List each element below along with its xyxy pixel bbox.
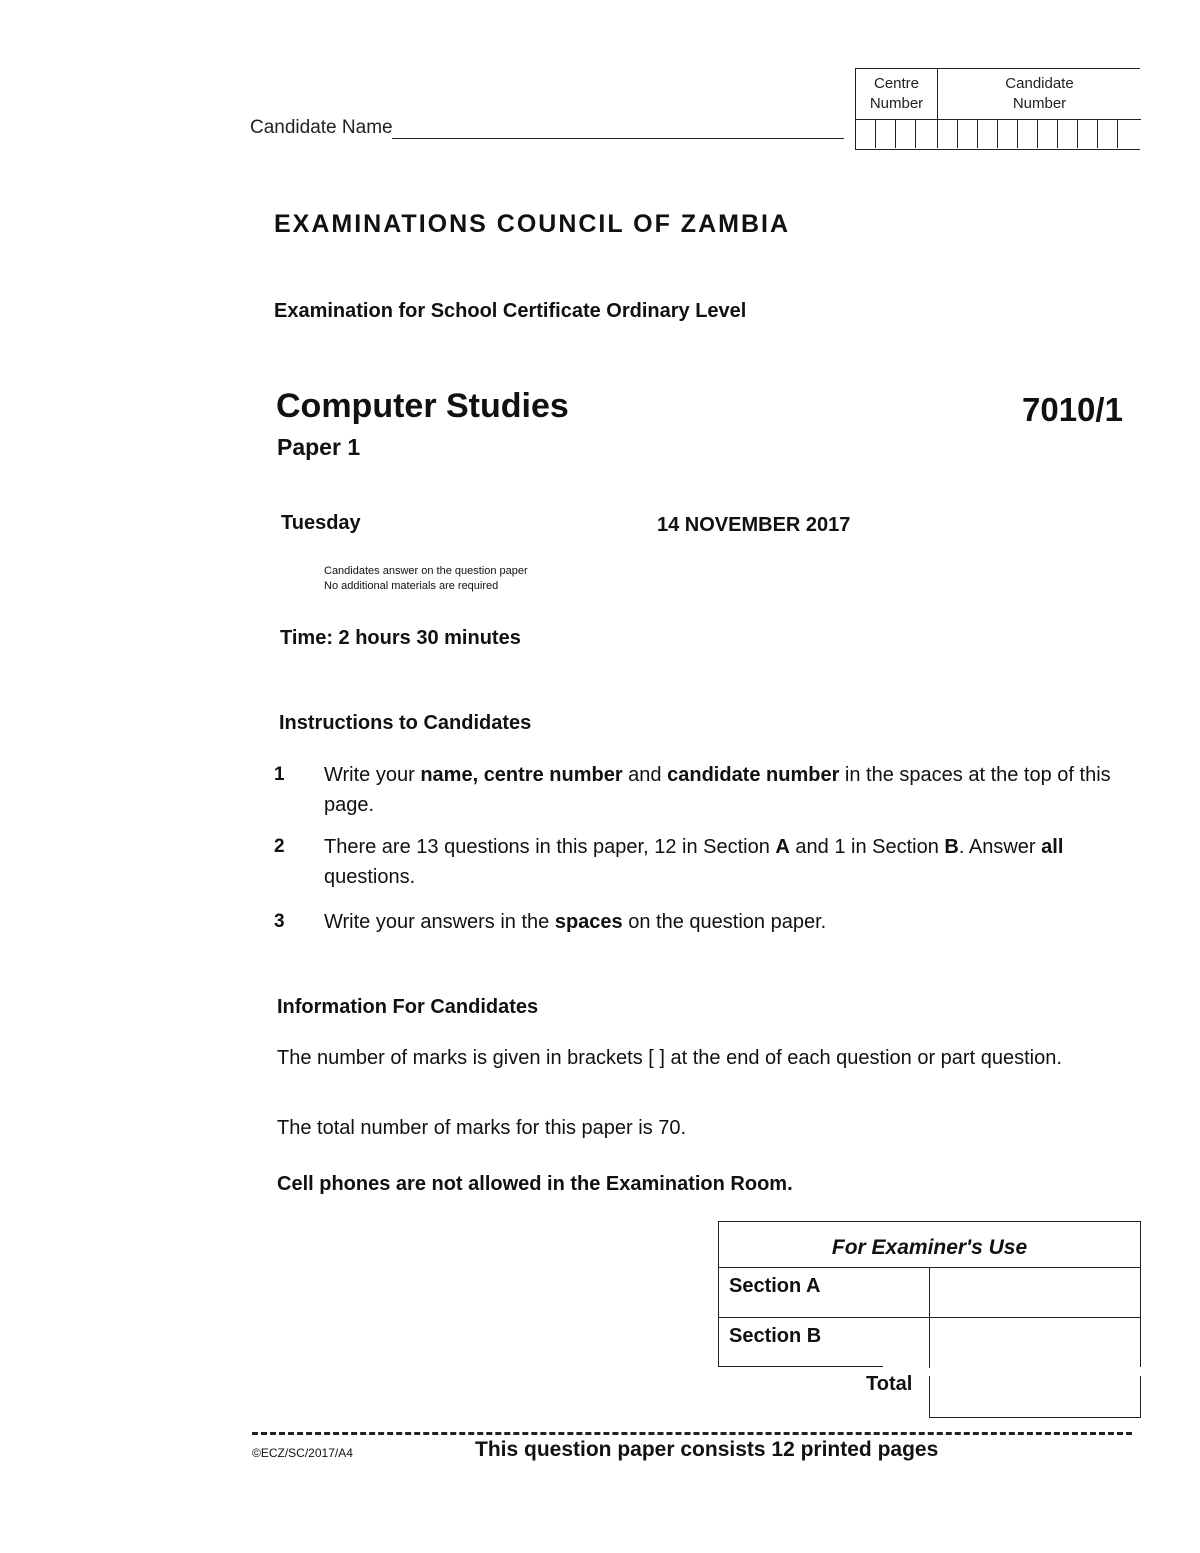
council-title: EXAMINATIONS COUNCIL OF ZAMBIA [274,210,791,238]
section-a-score-cell[interactable] [929,1268,1140,1317]
candidate-name-label: Candidate Name [250,117,393,138]
instruction-number: 2 [274,836,285,857]
instruction-item [272,907,1142,937]
exam-level: Examination for School Certificate Ordinary Level [274,300,747,322]
instruction-text-part: There are 13 questions in this paper, 12 in Section [324,836,776,858]
candidate-digit-cell[interactable] [998,120,1018,148]
instruction-text-part: on the question paper. [622,911,827,933]
candidate-number-label-line2: Number [1012,95,1067,112]
copyright-code: ©ECZ/SC/2017/A4 [252,1446,353,1460]
instruction-text-part: in the spaces at the top of this page. [324,764,1111,816]
section-b-label: Section B [729,1325,822,1347]
examiner-row-section-a [719,1268,1140,1318]
candidate-name-field[interactable] [392,138,844,139]
cell-phone-notice: Cell phones are not allowed in the Examination Room. [277,1173,793,1195]
information-heading: Information For Candidates [277,996,539,1018]
total-label: Total [866,1373,913,1395]
instruction-text-part: and [622,764,668,786]
instruction-text [324,832,1139,892]
centre-number-label-line2: Number [869,95,924,112]
instruction-text [324,907,1139,937]
exam-duration: Time: 2 hours 30 minutes [280,627,521,649]
instruction-item [272,832,1142,892]
exam-day: Tuesday [281,512,361,534]
candidate-digit-cell[interactable] [938,120,958,148]
instruction-number: 1 [274,764,285,785]
instruction-text-part: . Answer [958,836,1042,858]
candidate-digit-cell[interactable] [1058,120,1078,148]
candidate-number-label-line1: Candidate [1005,75,1074,92]
candidate-digit-cell[interactable] [1118,120,1141,148]
candidate-number-header [938,69,1141,124]
candidate-digit-cell[interactable] [1078,120,1098,148]
number-box [855,68,1140,150]
examiner-row-section-b [719,1318,1140,1368]
instruction-text-part: Write your [324,764,421,786]
centre-digit-cell[interactable] [876,120,896,148]
instruction-text-part: Write your answers in the [324,911,555,933]
candidate-digit-cell[interactable] [1018,120,1038,148]
centre-digit-cell[interactable] [916,120,938,148]
instruction-text-bold: spaces [554,911,623,933]
marks-info: The number of marks is given in brackets [ ] at the end of each question or part question. [277,1047,1062,1069]
total-marks-info: The total number of marks for this paper is 70. [277,1117,687,1139]
section-a-label: Section A [729,1275,821,1297]
candidate-digit-cell[interactable] [1038,120,1058,148]
instruction-text-bold: A [775,836,790,858]
instruction-number: 3 [274,911,285,932]
exam-date: 14 NOVEMBER 2017 [657,514,851,536]
materials-note: No additional materials are required [324,580,499,592]
materials-note: Candidates answer on the question paper [324,565,528,577]
instruction-text-part: and 1 in Section [789,836,945,858]
centre-digit-cell[interactable] [896,120,916,148]
centre-number-label-line1: Centre [873,75,920,92]
table-divider [718,1366,883,1367]
candidate-digit-cell[interactable] [958,120,978,148]
section-b-score-cell[interactable] [929,1318,1140,1368]
paper-number: Paper 1 [277,434,361,460]
candidate-digit-cell[interactable] [1098,120,1118,148]
number-digit-row [856,119,1141,149]
instruction-text-bold: name, centre number [420,764,623,786]
centre-digit-cell[interactable] [856,120,876,148]
paper-code: 7010/1 [1022,391,1123,428]
centre-number-header [856,69,938,119]
instruction-text-bold: all [1041,836,1064,858]
subject-title: Computer Studies [276,387,569,425]
page-count-notice: This question paper consists 12 printed pages [475,1438,939,1461]
footer-divider [252,1432,1132,1435]
examiner-table [718,1221,1141,1367]
instruction-item [272,760,1142,820]
total-score-cell[interactable] [929,1376,1141,1418]
instruction-text-bold: candidate number [667,764,840,786]
instruction-text-bold: B [944,836,959,858]
instructions-heading: Instructions to Candidates [279,712,532,734]
examiner-table-title: For Examiner's Use [719,1222,1140,1268]
candidate-digit-cell[interactable] [978,120,998,148]
instruction-text-part: questions. [324,866,416,888]
instruction-text [324,760,1139,820]
